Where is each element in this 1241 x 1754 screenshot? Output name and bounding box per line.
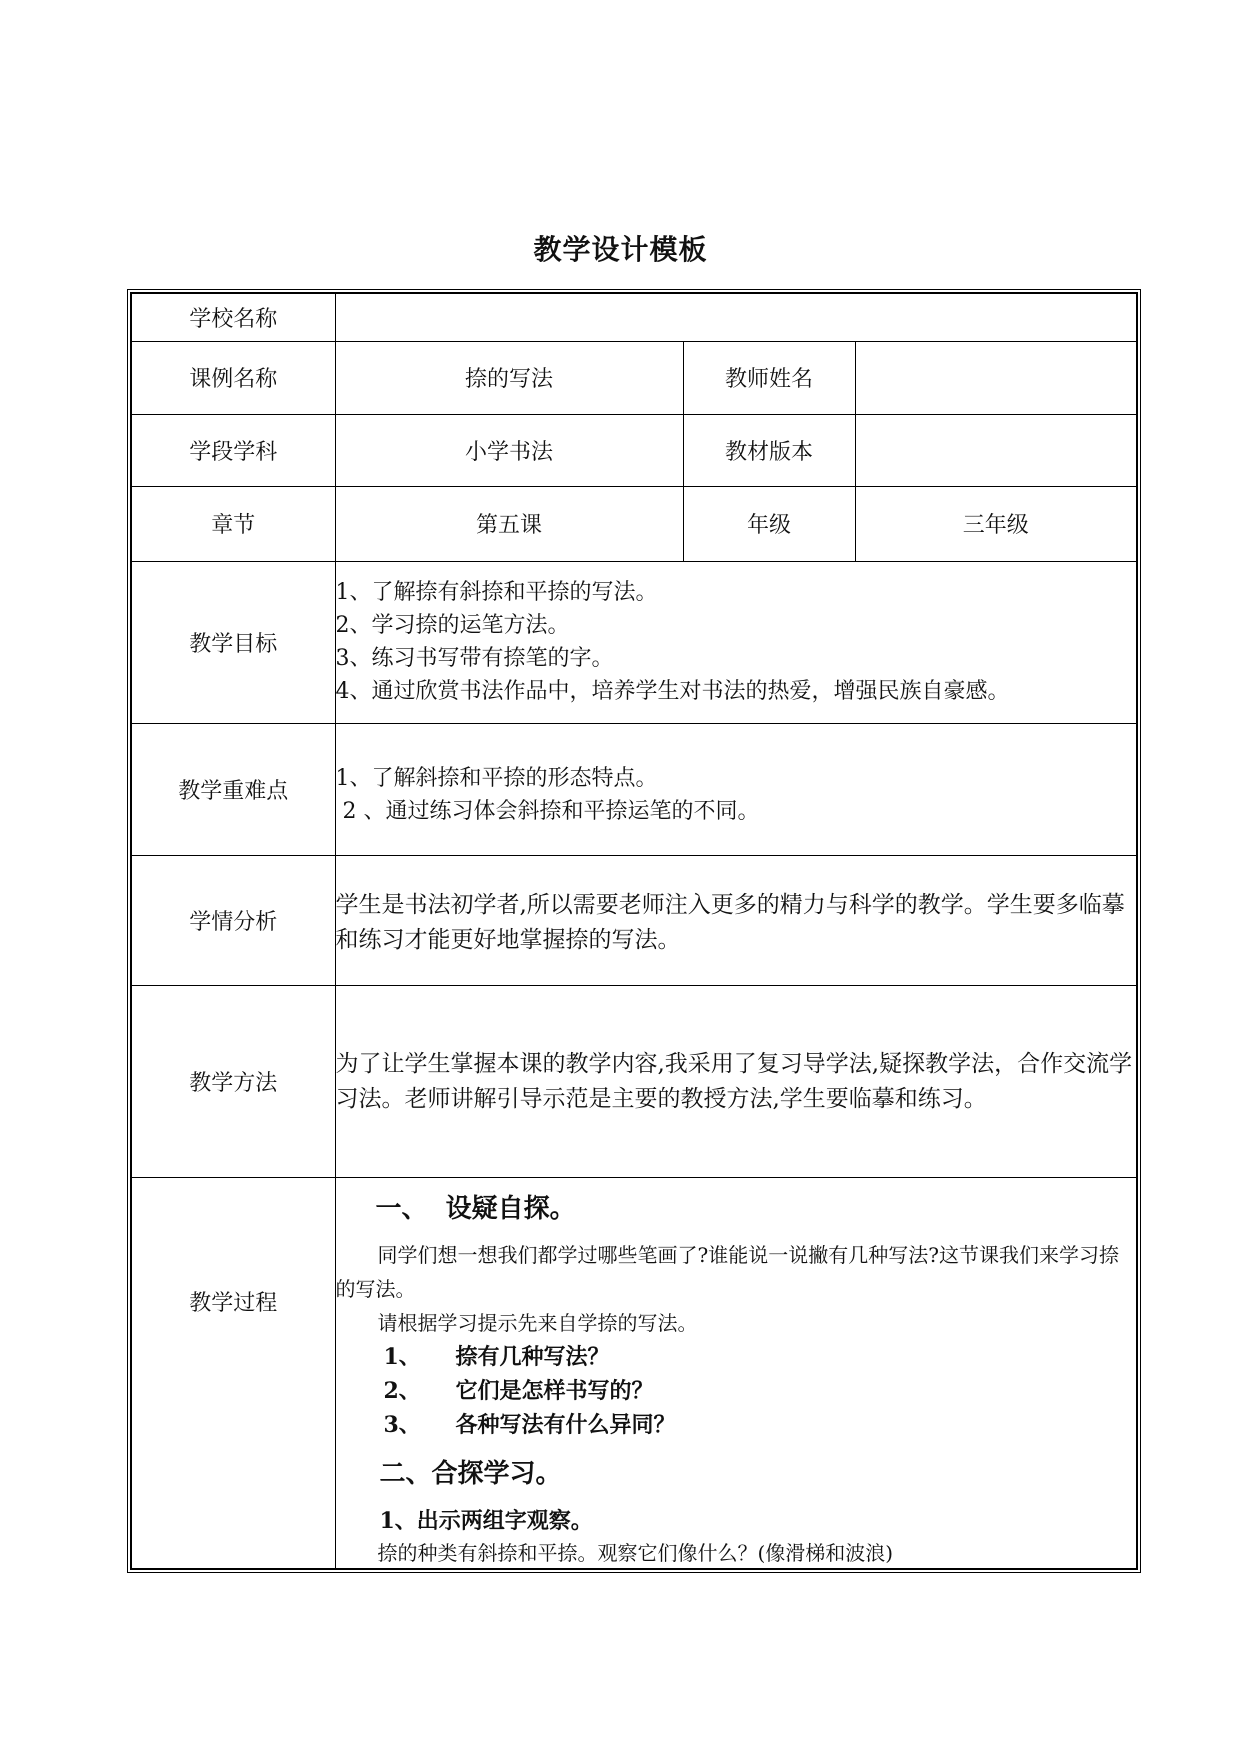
- keypoint-line: 1、了解斜捺和平捺的形态特点。: [335, 766, 658, 791]
- label-process: 教学过程: [131, 1177, 335, 1569]
- question-item: 3、 各种写法有什么异同？: [383, 1411, 676, 1438]
- row-goals: [131, 561, 1137, 723]
- subsection-heading: 1、出示两组字观察。: [379, 1507, 593, 1534]
- label-method: 教学方法: [131, 985, 335, 1177]
- row-process: [131, 1177, 1137, 1569]
- label-subject: 学段学科: [131, 414, 335, 486]
- value-keypoints[interactable]: [335, 723, 1137, 855]
- label-teacher: 教师姓名: [683, 341, 855, 414]
- value-goals[interactable]: [335, 561, 1137, 723]
- keypoint-line: 2 、通过练习体会斜捺和平捺运笔的不同。: [335, 799, 760, 824]
- label-textbook: 教材版本: [683, 414, 855, 486]
- label-lesson: 课例名称: [131, 341, 335, 414]
- value-method[interactable]: [335, 985, 1137, 1177]
- row-keypoints: [131, 723, 1137, 855]
- row-analysis: [131, 855, 1137, 985]
- goal-line: 4、通过欣赏书法作品中，培养学生对书法的热爱，增强民族自豪感。: [335, 679, 1010, 704]
- question-item: 1、 捺有几种写法？: [383, 1343, 610, 1370]
- label-school: 学校名称: [131, 293, 335, 341]
- row-lesson: [131, 341, 1137, 414]
- section-heading: 二、合探学习。: [379, 1458, 562, 1489]
- question-item: 2、 它们是怎样书写的？: [383, 1377, 654, 1404]
- label-goals: 教学目标: [131, 561, 335, 723]
- goal-line: 3、练习书写带有捺笔的字。: [335, 646, 614, 671]
- value-analysis[interactable]: [335, 855, 1137, 985]
- label-grade: 年级: [683, 486, 855, 561]
- value-chapter[interactable]: 第五课: [335, 486, 683, 561]
- row-school: [131, 293, 1137, 341]
- value-process[interactable]: [335, 1177, 1137, 1569]
- page-title: 教学设计模板: [533, 233, 708, 266]
- value-textbook[interactable]: [855, 414, 1137, 486]
- value-subject[interactable]: 小学书法: [335, 414, 683, 486]
- lesson-plan-table: [130, 292, 1138, 1570]
- label-keypoints: 教学重难点: [131, 723, 335, 855]
- row-chapter: [131, 486, 1137, 561]
- goal-line: 1、了解捺有斜捺和平捺的写法。: [335, 580, 658, 605]
- goal-line: 2、学习捺的运笔方法。: [335, 613, 570, 638]
- value-school[interactable]: [335, 293, 1137, 341]
- analysis-text: 学生是书法初学者,所以需要老师注入更多的精力与科学的教学。学生要多临摹和练习才能更好地掌握捺的写法。: [335, 892, 1125, 953]
- method-text: 为了让学生掌握本课的教学内容,我采用了复习导学法,疑探教学法，合作交流学习法。老师讲解引导示范是主要的教授方法,学生要临摹和练习。: [335, 1051, 1133, 1112]
- process-paragraph: 请根据学习提示先来自学捺的写法。: [377, 1310, 698, 1335]
- value-teacher[interactable]: [855, 341, 1137, 414]
- process-paragraph: 同学们想一想我们都学过哪些笔画了?谁能说一说撇有几种写法?这节课我们来学习捺的写法。: [335, 1242, 1119, 1301]
- label-analysis: 学情分析: [131, 855, 335, 985]
- process-caption: 捺的种类有斜捺和平捺。观察它们像什么？(像滑梯和波浪): [377, 1540, 894, 1565]
- row-method: [131, 985, 1137, 1177]
- section-heading: 一、 设疑自探。: [375, 1193, 576, 1224]
- label-chapter: 章节: [131, 486, 335, 561]
- value-lesson[interactable]: 捺的写法: [335, 341, 683, 414]
- value-grade[interactable]: 三年级: [855, 486, 1137, 561]
- row-subject: [131, 414, 1137, 486]
